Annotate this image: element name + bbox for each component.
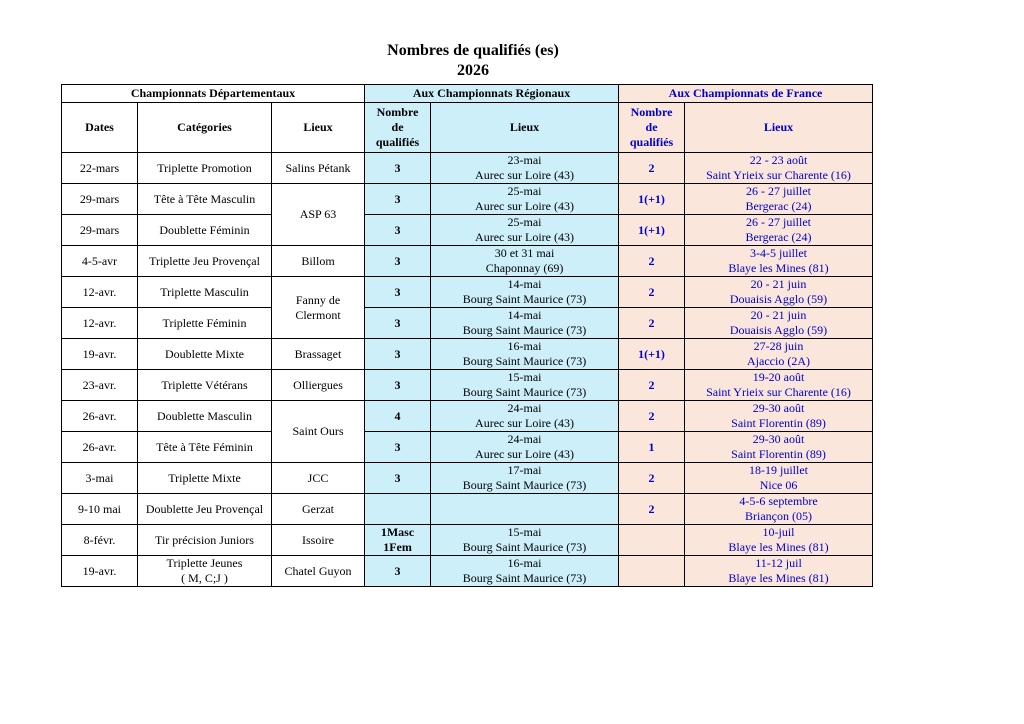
cell-france-place: 20 - 21 juin Douaisis Agglo (59) [685, 308, 873, 339]
cell-france-place: 26 - 27 juillet Bergerac (24) [685, 184, 873, 215]
cell-date: 19-avr. [62, 556, 138, 587]
cell-lieu: Issoire [272, 525, 365, 556]
cell-lieu: ASP 63 [272, 184, 365, 246]
cell-regional-place: 25-mai Aurec sur Loire (43) [431, 215, 619, 246]
table-row [62, 246, 873, 277]
cell-regional-place: 23-mai Aurec sur Loire (43) [431, 153, 619, 184]
cell-lieu: Gerzat [272, 494, 365, 525]
cell-date: 12-avr. [62, 277, 138, 308]
cell-france-count: 2 [619, 463, 685, 494]
table-row [62, 153, 873, 184]
cell-france-count: 1(+1) [619, 215, 685, 246]
cell-regional-count: 4 [365, 401, 431, 432]
cell-france-count: 2 [619, 308, 685, 339]
cell-regional-place: 16-mai Bourg Saint Maurice (73) [431, 556, 619, 587]
cell-category: Triplette Promotion [138, 153, 272, 184]
cell-lieu: JCC [272, 463, 365, 494]
cell-lieu: Salins Pétank [272, 153, 365, 184]
page-title: Nombres de qualifiés (es) [387, 42, 559, 59]
col-header-lieux-regional: Lieux [431, 103, 619, 153]
cell-lieu: Olliergues [272, 370, 365, 401]
cell-france-count: 2 [619, 401, 685, 432]
cell-regional-count: 3 [365, 463, 431, 494]
cell-regional-place: 17-mai Bourg Saint Maurice (73) [431, 463, 619, 494]
cell-regional-count: 3 [365, 184, 431, 215]
cell-france-count: 1(+1) [619, 339, 685, 370]
table-row [62, 215, 873, 246]
cell-category: Triplette Jeunes ( M, C;J ) [138, 556, 272, 587]
cell-france-place: 29-30 août Saint Florentin (89) [685, 401, 873, 432]
table-row [62, 556, 873, 587]
cell-date: 8-févr. [62, 525, 138, 556]
cell-regional-place: 14-mai Bourg Saint Maurice (73) [431, 277, 619, 308]
col-header-lieux: Lieux [272, 103, 365, 153]
cell-france-place: 19-20 août Saint Yrieix sur Charente (16) [685, 370, 873, 401]
cell-regional-place: 24-mai Aurec sur Loire (43) [431, 432, 619, 463]
cell-france-place: 26 - 27 juillet Bergerac (24) [685, 215, 873, 246]
cell-lieu: Fanny de Clermont [272, 277, 365, 339]
cell-category: Triplette Masculin [138, 277, 272, 308]
table-row [62, 277, 873, 308]
cell-france-place: 27-28 juin Ajaccio (2A) [685, 339, 873, 370]
cell-date: 26-avr. [62, 432, 138, 463]
cell-date: 4-5-avr [62, 246, 138, 277]
cell-regional-count: 3 [365, 246, 431, 277]
cell-france-count: 1(+1) [619, 184, 685, 215]
cell-lieu: Saint Ours [272, 401, 365, 463]
cell-regional-count: 1Masc 1Fem [365, 525, 431, 556]
table-row [62, 370, 873, 401]
cell-france-place: 22 - 23 août Saint Yrieix sur Charente (16) [685, 153, 873, 184]
group-dept-header: Championnats Départementaux [62, 85, 365, 103]
cell-france-count: 2 [619, 370, 685, 401]
cell-regional-place: 30 et 31 mai Chaponnay (69) [431, 246, 619, 277]
cell-date: 3-mai [62, 463, 138, 494]
cell-regional-count: 3 [365, 308, 431, 339]
cell-regional-count: 3 [365, 277, 431, 308]
cell-category: Tête à Tête Féminin [138, 432, 272, 463]
col-header-nombre-france: Nombre de qualifiés [619, 103, 685, 153]
cell-france-count: 1 [619, 432, 685, 463]
cell-regional-place: 15-mai Bourg Saint Maurice (73) [431, 370, 619, 401]
cell-category: Doublette Féminin [138, 215, 272, 246]
cell-date: 22-mars [62, 153, 138, 184]
cell-lieu: Brassaget [272, 339, 365, 370]
col-header-lieux-france: Lieux [685, 103, 873, 153]
cell-france-count: 2 [619, 494, 685, 525]
col-header-nombre-regional: Nombre de qualifiés [365, 103, 431, 153]
cell-category: Triplette Jeu Provençal [138, 246, 272, 277]
cell-france-count: 2 [619, 246, 685, 277]
cell-france-place: 11-12 juil Blaye les Mines (81) [685, 556, 873, 587]
cell-date: 23-avr. [62, 370, 138, 401]
cell-regional-place: 16-mai Bourg Saint Maurice (73) [431, 339, 619, 370]
cell-date: 26-avr. [62, 401, 138, 432]
cell-category: Triplette Vétérans [138, 370, 272, 401]
cell-regional-count: 3 [365, 370, 431, 401]
table-row [62, 401, 873, 432]
group-regional-header: Aux Championnats Régionaux [365, 85, 619, 103]
cell-france-place: 10-juil Blaye les Mines (81) [685, 525, 873, 556]
cell-regional-place: 15-mai Bourg Saint Maurice (73) [431, 525, 619, 556]
cell-regional-count: 3 [365, 153, 431, 184]
cell-category: Doublette Mixte [138, 339, 272, 370]
col-header-dates: Dates [62, 103, 138, 153]
cell-regional-place: 14-mai Bourg Saint Maurice (73) [431, 308, 619, 339]
cell-category: Triplette Féminin [138, 308, 272, 339]
table-row [62, 463, 873, 494]
cell-regional-count: 3 [365, 432, 431, 463]
table-row [62, 339, 873, 370]
cell-lieu: Billom [272, 246, 365, 277]
cell-france-place: 29-30 août Saint Florentin (89) [685, 432, 873, 463]
cell-france-place: 3-4-5 juillet Blaye les Mines (81) [685, 246, 873, 277]
group-france-header: Aux Championnats de France [619, 85, 873, 103]
cell-category: Tête à Tête Masculin [138, 184, 272, 215]
cell-date: 29-mars [62, 215, 138, 246]
cell-regional-count [365, 494, 431, 525]
cell-category: Doublette Masculin [138, 401, 272, 432]
qualifies-table [61, 84, 873, 587]
cell-date: 29-mars [62, 184, 138, 215]
cell-france-place: 4-5-6 septembre Briançon (05) [685, 494, 873, 525]
cell-date: 19-avr. [62, 339, 138, 370]
cell-france-place: 18-19 juillet Nice 06 [685, 463, 873, 494]
table-row [62, 525, 873, 556]
cell-regional-count: 3 [365, 556, 431, 587]
col-header-categories: Catégories [138, 103, 272, 153]
table-row [62, 308, 873, 339]
cell-regional-place: 25-mai Aurec sur Loire (43) [431, 184, 619, 215]
cell-regional-place [431, 494, 619, 525]
page-year: 2026 [457, 62, 489, 79]
cell-regional-count: 3 [365, 215, 431, 246]
cell-france-count: 2 [619, 277, 685, 308]
cell-france-count: 2 [619, 153, 685, 184]
cell-date: 9-10 mai [62, 494, 138, 525]
table-row [62, 432, 873, 463]
cell-date: 12-avr. [62, 308, 138, 339]
cell-category: Tir précision Juniors [138, 525, 272, 556]
cell-category: Doublette Jeu Provençal [138, 494, 272, 525]
cell-france-place: 20 - 21 juin Douaisis Agglo (59) [685, 277, 873, 308]
table-row [62, 494, 873, 525]
cell-france-count [619, 525, 685, 556]
cell-regional-place: 24-mai Aurec sur Loire (43) [431, 401, 619, 432]
cell-regional-count: 3 [365, 339, 431, 370]
cell-category: Triplette Mixte [138, 463, 272, 494]
cell-france-count [619, 556, 685, 587]
table-row [62, 184, 873, 215]
cell-lieu: Chatel Guyon [272, 556, 365, 587]
